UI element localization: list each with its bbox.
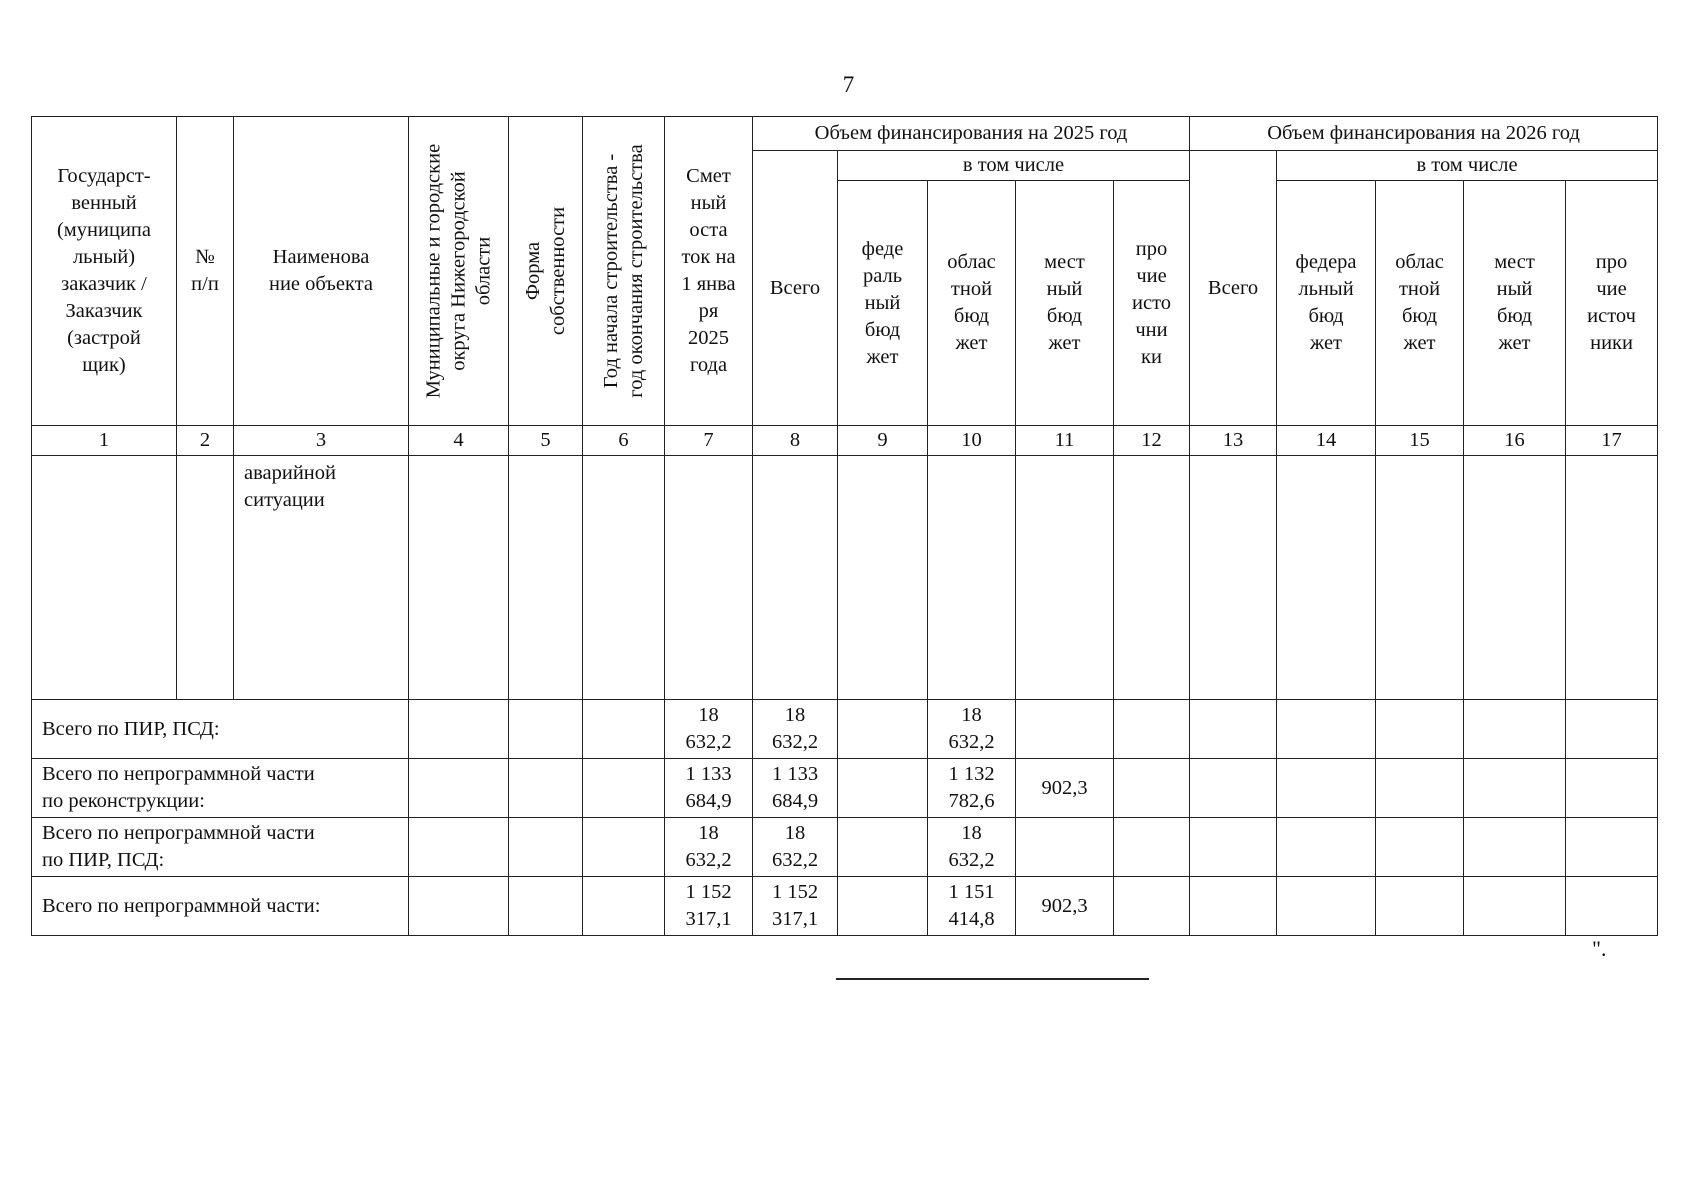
total-row bbox=[32, 877, 1658, 936]
estimate-value: 1 133 684,9 bbox=[665, 759, 753, 818]
financing-table bbox=[31, 116, 1658, 936]
header-funding-2025: Объем финансирования на 2025 год bbox=[753, 117, 1190, 151]
column-number: 8 bbox=[753, 426, 838, 456]
total-row bbox=[32, 759, 1658, 818]
table-cell bbox=[1464, 818, 1566, 877]
table-cell bbox=[583, 877, 665, 936]
table-cell bbox=[583, 818, 665, 877]
header-regional-2026: облас тной бюд жет bbox=[1376, 181, 1464, 426]
header-other-2025: про чие исто чни ки bbox=[1114, 181, 1190, 426]
column-number: 7 bbox=[665, 426, 753, 456]
estimate-value: 18 632,2 bbox=[665, 700, 753, 759]
header-local-2026: мест ный бюд жет bbox=[1464, 181, 1566, 426]
header-other-2026: про чие источ ники bbox=[1566, 181, 1658, 426]
table-cell bbox=[1114, 759, 1190, 818]
table-cell bbox=[838, 759, 928, 818]
header-ownership bbox=[509, 117, 583, 426]
column-number: 4 bbox=[409, 426, 509, 456]
object-name-cell: аварийной ситуации bbox=[234, 456, 409, 700]
header-total-2025: Всего bbox=[753, 151, 838, 426]
table-cell bbox=[753, 456, 838, 700]
header-row-1 bbox=[32, 117, 1658, 151]
table-cell bbox=[409, 456, 509, 700]
table-cell bbox=[409, 700, 509, 759]
table-cell bbox=[1376, 759, 1464, 818]
table-cell bbox=[509, 877, 583, 936]
table-cell bbox=[1376, 818, 1464, 877]
table-cell bbox=[1114, 877, 1190, 936]
table-cell bbox=[838, 877, 928, 936]
header-local-2025: мест ный бюд жет bbox=[1016, 181, 1114, 426]
total-row bbox=[32, 818, 1658, 877]
end-rule-divider bbox=[836, 978, 1149, 980]
table-cell bbox=[509, 456, 583, 700]
table-cell bbox=[1566, 759, 1658, 818]
header-years-text: Год начала строительства - год окончания строительства bbox=[599, 144, 647, 398]
table-cell bbox=[1190, 877, 1277, 936]
regional-2025-value: 18 632,2 bbox=[928, 818, 1016, 877]
table-cell bbox=[1114, 456, 1190, 700]
table-cell bbox=[1464, 877, 1566, 936]
table-cell bbox=[409, 877, 509, 936]
table-cell bbox=[1277, 759, 1376, 818]
table-cell bbox=[1190, 818, 1277, 877]
estimate-value: 18 632,2 bbox=[665, 818, 753, 877]
table-cell bbox=[1016, 456, 1114, 700]
column-number: 5 bbox=[509, 426, 583, 456]
table-cell bbox=[583, 700, 665, 759]
header-federal-2026: федера льный бюд жет bbox=[1277, 181, 1376, 426]
page-number: 7 bbox=[842, 72, 855, 97]
header-municipalities bbox=[409, 117, 509, 426]
table-cell bbox=[1376, 456, 1464, 700]
table-cell bbox=[409, 759, 509, 818]
table-cell bbox=[838, 818, 928, 877]
table-cell bbox=[1277, 877, 1376, 936]
column-number: 2 bbox=[177, 426, 234, 456]
table-cell bbox=[1277, 456, 1376, 700]
table-cell bbox=[665, 456, 753, 700]
regional-2025-value: 1 151 414,8 bbox=[928, 877, 1016, 936]
table-cell bbox=[1376, 877, 1464, 936]
table-cell bbox=[1464, 456, 1566, 700]
table-cell bbox=[1566, 818, 1658, 877]
column-number: 14 bbox=[1277, 426, 1376, 456]
local-2025-value bbox=[1016, 700, 1114, 759]
column-number: 15 bbox=[1376, 426, 1464, 456]
closing-quote-mark: ". bbox=[1592, 936, 1607, 961]
total-row bbox=[32, 700, 1658, 759]
table-cell bbox=[1464, 700, 1566, 759]
table-cell bbox=[1114, 818, 1190, 877]
local-2025-value bbox=[1016, 818, 1114, 877]
header-regional-2025: облас тной бюд жет bbox=[928, 181, 1016, 426]
total-2025-value: 1 133 684,9 bbox=[753, 759, 838, 818]
total-2025-value: 1 152 317,1 bbox=[753, 877, 838, 936]
table-row bbox=[32, 456, 1658, 700]
header-including-2025: в том числе bbox=[838, 151, 1190, 181]
table-cell bbox=[1566, 700, 1658, 759]
total-label: Всего по непрограммной части по ПИР, ПСД: bbox=[32, 818, 409, 877]
table-cell bbox=[583, 456, 665, 700]
table-cell bbox=[509, 759, 583, 818]
column-number: 17 bbox=[1566, 426, 1658, 456]
table-cell bbox=[1277, 700, 1376, 759]
header-including-2026: в том числе bbox=[1277, 151, 1658, 181]
header-funding-2026: Объем финансирования на 2026 год bbox=[1190, 117, 1658, 151]
total-label: Всего по непрограммной части по реконструкции: bbox=[32, 759, 409, 818]
header-ownership-text: Форма собственности bbox=[521, 206, 569, 336]
header-years bbox=[583, 117, 665, 426]
table-cell bbox=[1190, 759, 1277, 818]
table-cell bbox=[1190, 456, 1277, 700]
local-2025-value: 902,3 bbox=[1016, 759, 1114, 818]
column-number: 6 bbox=[583, 426, 665, 456]
header-object-name: Наименова ние объекта bbox=[234, 117, 409, 426]
regional-2025-value: 18 632,2 bbox=[928, 700, 1016, 759]
table-cell bbox=[509, 700, 583, 759]
header-customer: Государст- венный (муниципа льный) заказчик / Заказчик (застрой щик) bbox=[32, 117, 177, 426]
column-number: 9 bbox=[838, 426, 928, 456]
header-total-2026: Всего bbox=[1190, 151, 1277, 426]
column-number: 12 bbox=[1114, 426, 1190, 456]
total-label: Всего по непрограммной части: bbox=[32, 877, 409, 936]
table-cell bbox=[1190, 700, 1277, 759]
table-cell bbox=[1277, 818, 1376, 877]
table-cell bbox=[838, 700, 928, 759]
total-label: Всего по ПИР, ПСД: bbox=[32, 700, 409, 759]
table-cell bbox=[1566, 456, 1658, 700]
table-cell bbox=[1114, 700, 1190, 759]
table-cell bbox=[838, 456, 928, 700]
table-cell bbox=[1464, 759, 1566, 818]
column-number: 10 bbox=[928, 426, 1016, 456]
table-cell bbox=[928, 456, 1016, 700]
column-number: 16 bbox=[1464, 426, 1566, 456]
regional-2025-value: 1 132 782,6 bbox=[928, 759, 1016, 818]
column-number: 13 bbox=[1190, 426, 1277, 456]
table-cell bbox=[509, 818, 583, 877]
header-municipalities-text: Муниципальные и городские округа Нижегородской области bbox=[422, 143, 494, 399]
column-number: 3 bbox=[234, 426, 409, 456]
table-cell bbox=[1376, 700, 1464, 759]
total-2025-value: 18 632,2 bbox=[753, 700, 838, 759]
table-cell bbox=[177, 456, 234, 700]
column-number-row bbox=[32, 426, 1658, 456]
table-cell bbox=[32, 456, 177, 700]
total-2025-value: 18 632,2 bbox=[753, 818, 838, 877]
column-number: 11 bbox=[1016, 426, 1114, 456]
header-estimate: Смет ный оста ток на 1 янва ря 2025 года bbox=[665, 117, 753, 426]
table-cell bbox=[1566, 877, 1658, 936]
table-cell bbox=[409, 818, 509, 877]
header-number: № п/п bbox=[177, 117, 234, 426]
header-federal-2025: феде раль ный бюд жет bbox=[838, 181, 928, 426]
local-2025-value: 902,3 bbox=[1016, 877, 1114, 936]
column-number: 1 bbox=[32, 426, 177, 456]
estimate-value: 1 152 317,1 bbox=[665, 877, 753, 936]
table-cell bbox=[583, 759, 665, 818]
